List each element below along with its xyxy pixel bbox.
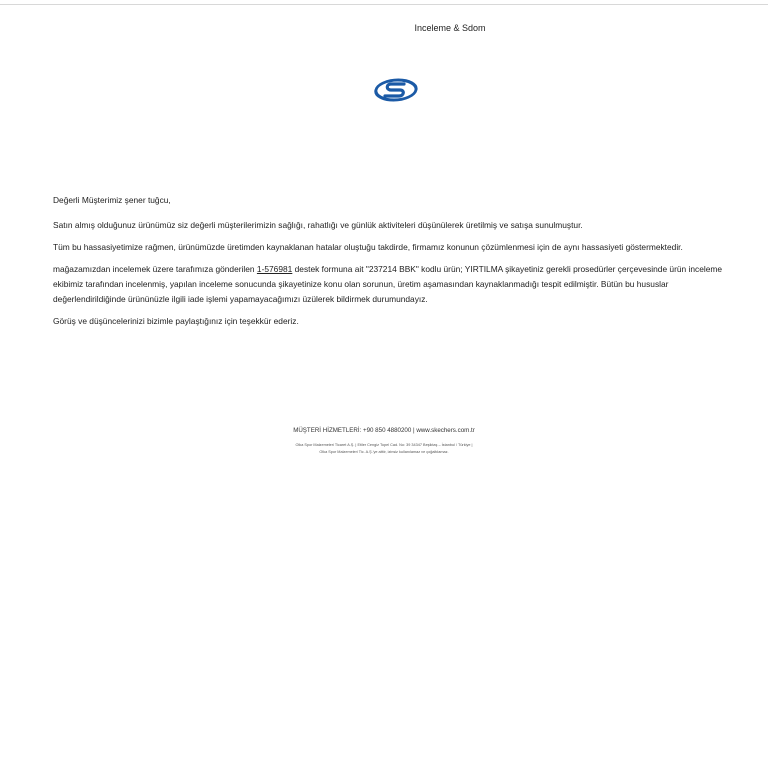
paragraph-sensitivity: Tüm bu hassasiyetimize rağmen, ürünümüzde üretimden kaynaklanan hatalar oluştuğu takdirde, firmamız konunun çözümlenmesi için de aynı hassasiyeti göstermektedir. (53, 242, 683, 252)
paragraph-decision (53, 262, 733, 307)
paragraph-intro: Satın almış olduğunuz ürünümüz siz değerli müşterilerimizin sağlığı, rahatlığı ve günlük aktiviteleri düşünülerek üretilmiş ve satışa sunulmuştur. (53, 220, 583, 230)
footer-contact: MÜŞTERİ HİZMETLERİ: +90 850 4880200 | www.skechers.com.tr (293, 427, 475, 434)
paragraph-decision-start: mağazamızdan incelemek üzere tarafımıza gönderilen (53, 264, 257, 274)
greeting: Değerli Müşterimiz şener tuğcu, (53, 195, 171, 205)
skechers-s-logo-icon (374, 78, 418, 102)
letter-body (53, 193, 733, 336)
footer-copyright: Olka Spor Malzemeleri Tic. A.Ş.'ye aittir, izinsiz kullanılamaz ve çoğaltılamaz. (319, 450, 449, 454)
email-header-title: Inceleme & Sdom (414, 23, 486, 33)
footer-address: Olka Spor Malzemeleri Ticaret A.Ş. | Etiler Cengiz Topel Cad. No: 39 34347 Beşiktaş – İstanbul / Türkiye | (295, 443, 473, 447)
support-form-link[interactable]: 1-576981 (256, 264, 293, 274)
footer (0, 427, 768, 456)
paragraph-thanks: Görüş ve düşüncelerinizi bizimle paylaştığınız için teşekkür ederiz. (53, 316, 299, 326)
top-divider (0, 4, 768, 5)
paragraph-decision-end: destek formuna ait "237214 BBK" kodlu ürün; YIRTILMA şikayetiniz gerekli prosedürler çerçevesinde ürün inceleme ekibimiz tarafından incelenmiş, yapılan inceleme sonucunda şikayetinize konu olan sorunun, üretim aşamasından kaynaklanmadığı tespit edilmiştir. Bütün bu hususlar değerlendirildiğinde ürününüzle ilgili iade işlemi yapamayacağımızı üzülerek bildirmek durumundayız. (53, 264, 723, 304)
